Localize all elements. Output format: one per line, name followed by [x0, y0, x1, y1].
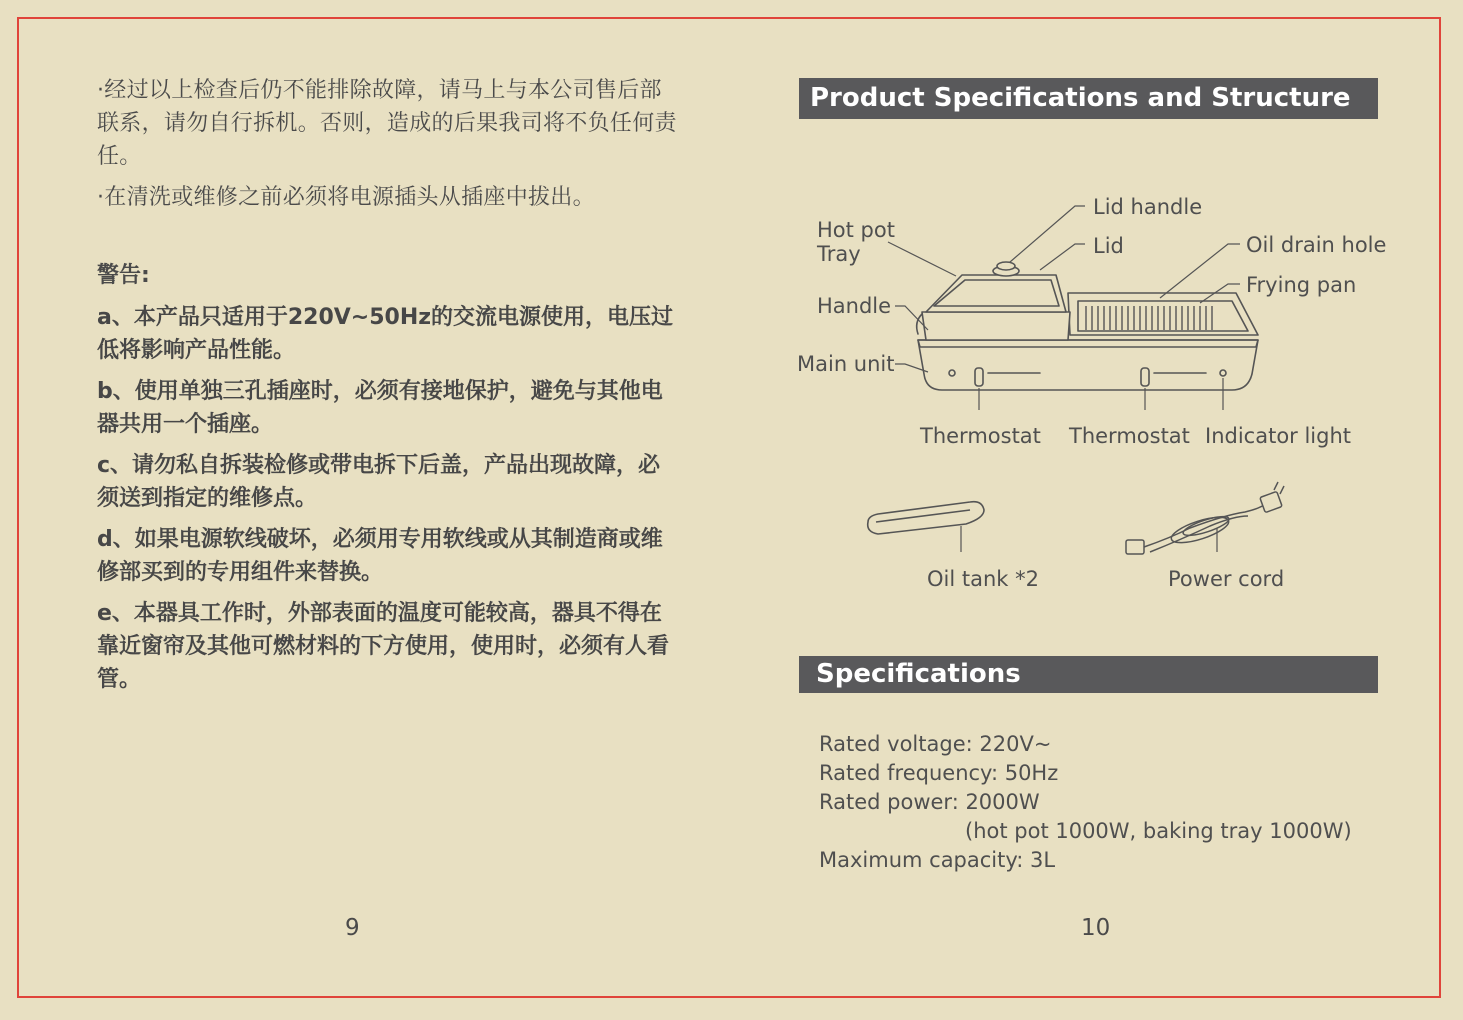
page-number-left: 9 — [345, 915, 360, 941]
label-thermostat-2: Thermostat — [1069, 424, 1190, 448]
label-thermostat-1: Thermostat — [920, 424, 1041, 448]
label-lid-handle: Lid handle — [1093, 195, 1203, 219]
label-handle: Handle — [817, 294, 892, 318]
label-oil-tank: Oil tank *2 — [927, 567, 1039, 591]
specifications-title-bar: Specifications — [799, 656, 1378, 693]
spec-rated-voltage: Rated voltage: 220V~ — [819, 732, 1052, 756]
warning-title: 警告: — [97, 263, 150, 288]
specifications-list — [819, 730, 1352, 875]
warning-b: b、使用单独三孔插座时，必须有接地保护，避免与其他电器共用一个插座。 — [97, 379, 663, 437]
note-2: ·在清洗或维修之前必须将电源插头从插座中拔出。 — [97, 185, 595, 210]
spec-rated-power-detail: (hot pot 1000W, baking tray 1000W) — [965, 819, 1352, 843]
section-title-bar: Product Specifications and Structure — [799, 78, 1378, 119]
spec-rated-frequency: Rated frequency: 50Hz — [819, 761, 1059, 785]
label-power-cord: Power cord — [1168, 567, 1285, 591]
label-oil-drain-hole: Oil drain hole — [1246, 233, 1387, 257]
note-1: ·经过以上检查后仍不能排除故障，请马上与本公司售后部联系，请勿自行拆机。否则，造成的后果我司将不负任何责任。 — [97, 78, 677, 169]
warning-a: a、本产品只适用于220V~50Hz的交流电源使用，电压过低将影响产品性能。 — [97, 305, 674, 363]
label-lid: Lid — [1093, 234, 1124, 258]
warning-d: d、如果电源软线破坏，必须用专用软线或从其制造商或维修部买到的专用组件来替换。 — [97, 527, 663, 585]
label-indicator-light: Indicator light — [1205, 424, 1352, 448]
warning-c: c、请勿私自拆装检修或带电拆下后盖，产品出现故障，必须送到指定的维修点。 — [97, 453, 661, 511]
warning-e: e、本器具工作时，外部表面的温度可能较高，器具不得在靠近窗帘及其他可燃材料的下方使用，使用时，必须有人看管。 — [97, 601, 670, 692]
page-number-right: 10 — [1081, 915, 1111, 941]
label-tray: Tray — [817, 242, 861, 266]
spec-maximum-capacity: Maximum capacity: 3L — [819, 848, 1056, 872]
label-frying-pan: Frying pan — [1246, 273, 1357, 297]
label-hot-pot: Hot pot — [817, 218, 895, 242]
label-main-unit: Main unit — [797, 352, 895, 376]
spec-rated-power: Rated power: 2000W — [819, 790, 1040, 814]
